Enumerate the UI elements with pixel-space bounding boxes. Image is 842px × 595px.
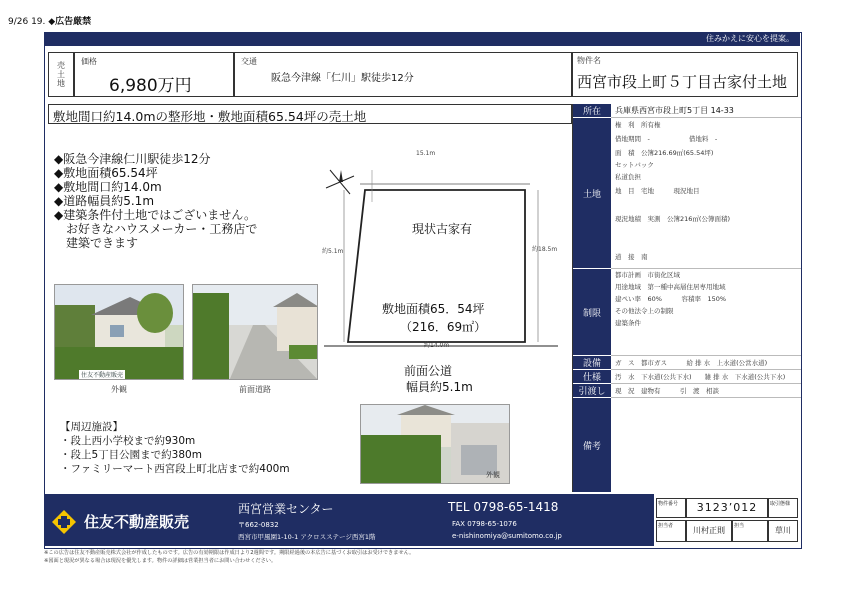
headline-box — [48, 104, 572, 124]
road-photo — [192, 284, 318, 380]
law-row: 用途地域 第一種中高層住居専用地域 — [615, 283, 726, 291]
property-no: 3123’012 — [686, 498, 768, 518]
category-cell — [48, 52, 74, 97]
traffic-cell — [234, 52, 572, 97]
land-row: 道 接 南 — [615, 253, 648, 261]
feature-item: ◆敷地間口約14.0m — [54, 180, 162, 194]
disclaimer — [44, 549, 800, 565]
price-value: 6,980万円 — [109, 76, 192, 96]
road-width: 幅員約5.1m — [406, 380, 473, 394]
land-row: セットバック — [615, 161, 654, 169]
headline: 敷地間口約14.0mの整形地・敷地面積65.54坪の売土地 — [53, 109, 367, 124]
disclaimer-line: ※この広告は住友不動産販売株式会社が作成したものです。広告の有効期限は作成日より2週間です。期限経過後の本広告に基づくお取引はお受けできません。 — [44, 550, 415, 556]
facility-label: 設備 — [573, 356, 611, 369]
road-photo-image — [193, 285, 318, 380]
road-caption: 前面道路 — [239, 385, 271, 394]
assigned-label: 担当者 — [656, 520, 686, 542]
law-row: 都市計画 市街化区域 — [615, 271, 680, 279]
land-label: 土地 — [573, 118, 611, 268]
facility-row: ガ ス 都市ガス 給 排 水 上水道(公営水道) — [615, 359, 768, 367]
spec-label: 仕様 — [573, 370, 611, 383]
traffic-label: 交通 — [241, 57, 257, 66]
nearby-facilities — [60, 420, 290, 476]
spec-row: 汚 水 下水道(公共下水) 雑 排 水 下水道(公共下水) — [615, 373, 786, 381]
office-address: 西宮市甲風園1-10-1 アクロスステージ西宮1階 — [238, 533, 376, 541]
table-divider — [611, 369, 801, 370]
dim-left: 約5.1m — [322, 248, 344, 255]
land-row: 私道負担 — [615, 173, 641, 181]
law-row: その他法令上の制限 — [615, 307, 674, 315]
north-arrow-icon — [326, 170, 354, 194]
dim-bottom: 約14.0m — [424, 342, 450, 349]
area-sub: （216．69㎡） — [400, 320, 487, 334]
nearby-item: ・ファミリーマート西宮段上町北店まで約400m — [60, 463, 290, 475]
dim-top: 15.1m — [416, 150, 436, 157]
table-divider — [611, 397, 801, 398]
tel-number: TEL 0798-65-1418 — [448, 500, 559, 514]
photo-watermark: 住友不動産販売 — [81, 372, 124, 379]
email-address: e-nishinomiya@sumitomo.co.jp — [452, 532, 562, 540]
delivery-label: 引渡し — [573, 384, 611, 397]
info-table — [572, 104, 801, 492]
delivery-row: 現 況 建物有 引 渡 相談 — [615, 387, 719, 395]
top-band — [44, 32, 800, 46]
property-cell — [572, 52, 798, 97]
feature-item: ◆敷地面積65.54坪 — [54, 166, 158, 180]
feature-item: ◆阪急今津線仁川駅徒歩12分 — [54, 152, 211, 166]
area-label: 敷地面積65．54坪 — [382, 302, 485, 316]
land-row: 借地期間 - 借地料 - — [615, 135, 718, 143]
table-divider — [611, 355, 801, 356]
property-label: 物件名 — [577, 56, 601, 65]
office-box — [230, 494, 654, 546]
disclaimer-line: ※図面と現況が異なる場合は現況を優先します。物件の詳細は営業担当者にお問い合わせください。 — [44, 558, 277, 564]
office-name: 西宮営業センター — [238, 502, 334, 516]
nearby-caption: 外観 — [486, 471, 500, 479]
broker-label: 取引態様 — [768, 498, 798, 518]
exterior-caption: 外観 — [111, 385, 127, 394]
location-label: 所在 — [573, 104, 611, 117]
property-name: 西宮市段上町５丁目古家付土地 — [577, 73, 788, 91]
feature-item: ◆道路幅員約5.1m — [54, 194, 155, 208]
location-value: 兵庫県西宮市段上町5丁目 14-33 — [615, 106, 734, 115]
road-label: 前面公道 — [404, 364, 453, 378]
house-label: 現状古家有 — [412, 222, 473, 236]
assigned2-label: 担当 — [732, 520, 768, 542]
nearby-item: ・段上5丁目公園まで約380m — [60, 449, 202, 461]
land-row: 権 利 所有権 — [615, 121, 661, 129]
dim-right: 約18.5m — [532, 246, 558, 253]
category-label: 売 土 地 — [57, 61, 65, 88]
band-text: 住みかえに安心を提案。 — [706, 34, 794, 43]
traffic-value: 阪急今津線「仁川」駅徒歩12分 — [271, 73, 414, 84]
feature-item: 建築できます — [54, 236, 139, 250]
company-logo-box — [44, 494, 230, 546]
postal-code: 〒662-0832 — [238, 521, 279, 529]
price-cell — [74, 52, 234, 97]
remarks-label: 備考 — [573, 398, 611, 492]
land-row: 現況地積 実測 公簿216㎡(公簿面積) — [615, 215, 730, 223]
header-line — [8, 14, 91, 27]
property-no-label: 物件番号 — [656, 498, 686, 518]
fax-number: FAX 0798-65-1076 — [452, 520, 517, 528]
land-row: 面 積 公簿216.69㎡(65.54坪) — [615, 149, 714, 157]
law-row: 建ぺい率 60% 容積率 150% — [615, 295, 727, 303]
date-label: 9/26 19. — [8, 17, 46, 27]
table-divider — [611, 117, 801, 118]
feature-item: お好きなハウスメーカー・工務店で — [54, 222, 258, 236]
site-plan — [320, 150, 570, 370]
feature-list — [54, 152, 257, 250]
table-divider — [611, 268, 801, 269]
property-number-box — [654, 496, 800, 546]
feature-item: ◆建築条件付土地ではございません。 — [54, 208, 256, 222]
exterior-photo-image — [55, 285, 184, 380]
exterior-photo — [54, 284, 184, 380]
price-label: 価格 — [81, 57, 97, 66]
assigned-name: 川村正則 — [686, 520, 732, 542]
land-row: 地 目 宅地 現況地目 — [615, 187, 700, 195]
table-divider — [611, 383, 801, 384]
law-row: 建築条件 — [615, 319, 641, 327]
company-name: 住友不動産販売 — [84, 513, 190, 531]
nearby-item: ・段上西小学校まで約930m — [60, 435, 196, 447]
site-plan-drawing — [320, 150, 570, 370]
assigned2-name: 草川 — [768, 520, 798, 542]
company-logo-icon — [52, 510, 76, 534]
nearby-title: 【周辺施設】 — [60, 421, 123, 433]
ad-label: ◆広告厳禁 — [48, 17, 92, 27]
law-label: 制限 — [573, 269, 611, 355]
